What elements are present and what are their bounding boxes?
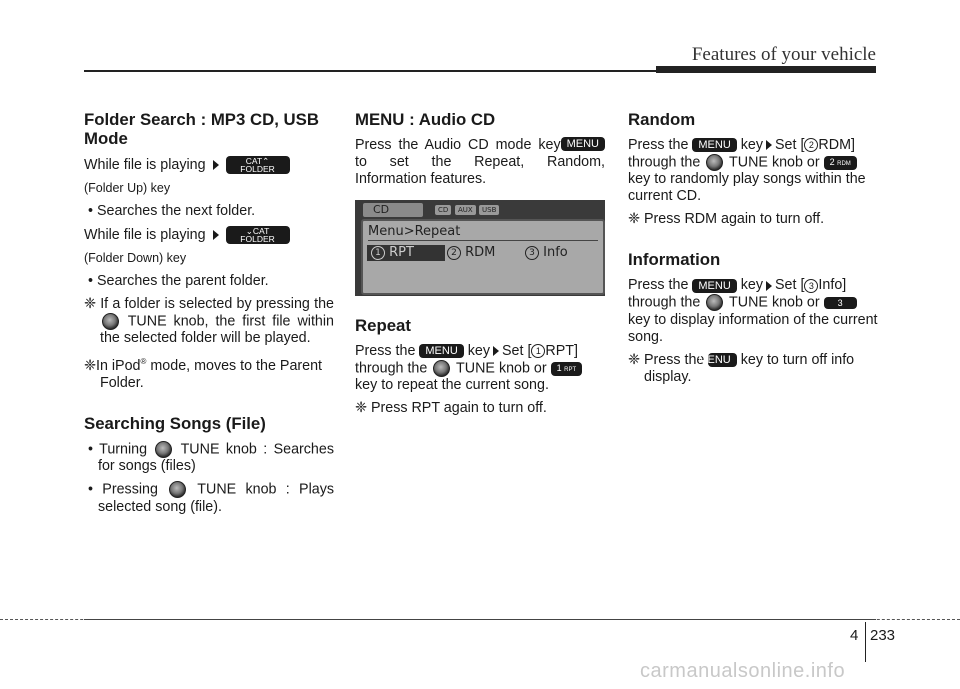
note-ipod: ❈In iPod® mode, moves to the Parent Folder. [84, 357, 323, 392]
screen-panel [361, 219, 605, 295]
screen-option-rpt: 1 RPT [367, 245, 445, 261]
information-heading: Information [628, 250, 721, 270]
column-3 [628, 110, 878, 392]
folder-up-text [84, 156, 334, 174]
while-playing-text: While file is playing [84, 156, 206, 173]
folder-search-heading: Folder Search : MP3 CD, USB Mode [84, 110, 319, 148]
rdm-2-button: 2 RDM [824, 156, 857, 170]
note-info: ❈ Press the MENU key to turn off info display. [628, 351, 855, 385]
cat-folder-up-button: CAT⌃ FOLDER [226, 156, 290, 174]
tune-knob-icon [706, 154, 723, 171]
tune-knob-icon [155, 441, 172, 458]
screen-option-rdm: 2 RDM [447, 245, 495, 261]
screen-source-cd: CD [435, 205, 451, 215]
menu-button: MENU [708, 353, 736, 367]
page-number: 233 [870, 627, 896, 644]
footer-divider [865, 622, 866, 662]
screen-title: Menu>Repeat [368, 224, 461, 239]
header-rule-accent [656, 66, 876, 73]
arrow-right-icon [213, 230, 219, 240]
folder-down-key-label: (Folder Down) key [84, 251, 187, 265]
menu-audio-cd-heading: MENU : Audio CD [355, 110, 496, 129]
while-playing-text: While file is playing [84, 226, 206, 243]
screen-source-aux: AUX [455, 205, 476, 215]
menu-intro-text: Press the Audio CD mode MENU key to set the Repeat, Random, Information features. [355, 137, 605, 187]
searching-songs-heading: Searching Songs (File) [84, 414, 266, 434]
arrow-right-icon [213, 160, 219, 170]
random-heading: Random [628, 110, 696, 129]
arrow-right-icon [493, 346, 499, 356]
column-1 [84, 110, 334, 522]
tune-knob-icon [102, 313, 119, 330]
screen-option-info: 3 Info [525, 245, 568, 261]
circled-1-icon: 1 [531, 344, 545, 358]
note-random: ❈ Press RDM again to turn off. [628, 211, 825, 228]
screen-source-usb: USB [479, 205, 499, 215]
folder-down-text [84, 226, 334, 244]
rpt-1-button: 1 RPT [551, 362, 583, 376]
bullet-searches-next: • Searches the next folder. [88, 203, 256, 219]
note-repeat: ❈ Press RPT again to turn off. [355, 400, 547, 417]
info-3-button: 3 [824, 297, 857, 309]
tune-knob-icon [433, 360, 450, 377]
menu-button: MENU [692, 138, 736, 152]
bullet-pressing: • Pressing TUNE knob : Plays selected song (file). [88, 481, 334, 515]
bullet-searches-parent: • Searches the parent folder. [88, 273, 269, 289]
repeat-text: Press the MENU key Set [ 1 RPT] through the TUNE knob or 1 RPT key to repeat the current song. [355, 343, 605, 394]
random-text: Press the MENU key Set [ 2 RDM] through the TUNE knob or 2 RDM key to randomly play songs within the current CD. [628, 137, 866, 205]
chapter-number: 4 [850, 627, 859, 644]
tune-knob-icon [706, 294, 723, 311]
chevron-up-icon: ⌃ [262, 156, 270, 166]
footer-rule [84, 619, 876, 620]
menu-button: MENU [419, 344, 463, 358]
arrow-right-icon [766, 140, 772, 150]
column-2 [355, 110, 605, 423]
chevron-down-icon: ⌄ [245, 226, 253, 236]
screen-tab-cd: CD [363, 203, 423, 217]
arrow-right-icon [766, 281, 772, 291]
cd-menu-screen [355, 200, 605, 296]
cat-folder-down-button: ⌄CAT FOLDER [226, 226, 290, 244]
folder-up-key-label: (Folder Up) key [84, 181, 171, 195]
menu-button: MENU [692, 279, 736, 293]
info-text: Press the MENU key Set [ 3 Info] through the TUNE knob or 3 key to display information of the current song. [628, 277, 878, 345]
screen-divider [368, 240, 598, 241]
circled-2-icon: 2 [804, 138, 818, 152]
note-folder-selected: ❈ If a folder is selected by pressing the TUNE knob, the first file within the selected folder will be played. [84, 296, 334, 347]
circled-3-icon: 3 [804, 279, 818, 293]
page-header-title: Features of your vehicle [691, 44, 876, 65]
repeat-heading: Repeat [355, 316, 411, 335]
menu-button: MENU [561, 137, 605, 151]
tune-knob-icon [169, 481, 186, 498]
bullet-turning: • Turning TUNE knob : Searches for songs (files) [88, 441, 334, 475]
watermark-text: carmanualsonline.info [640, 660, 846, 682]
